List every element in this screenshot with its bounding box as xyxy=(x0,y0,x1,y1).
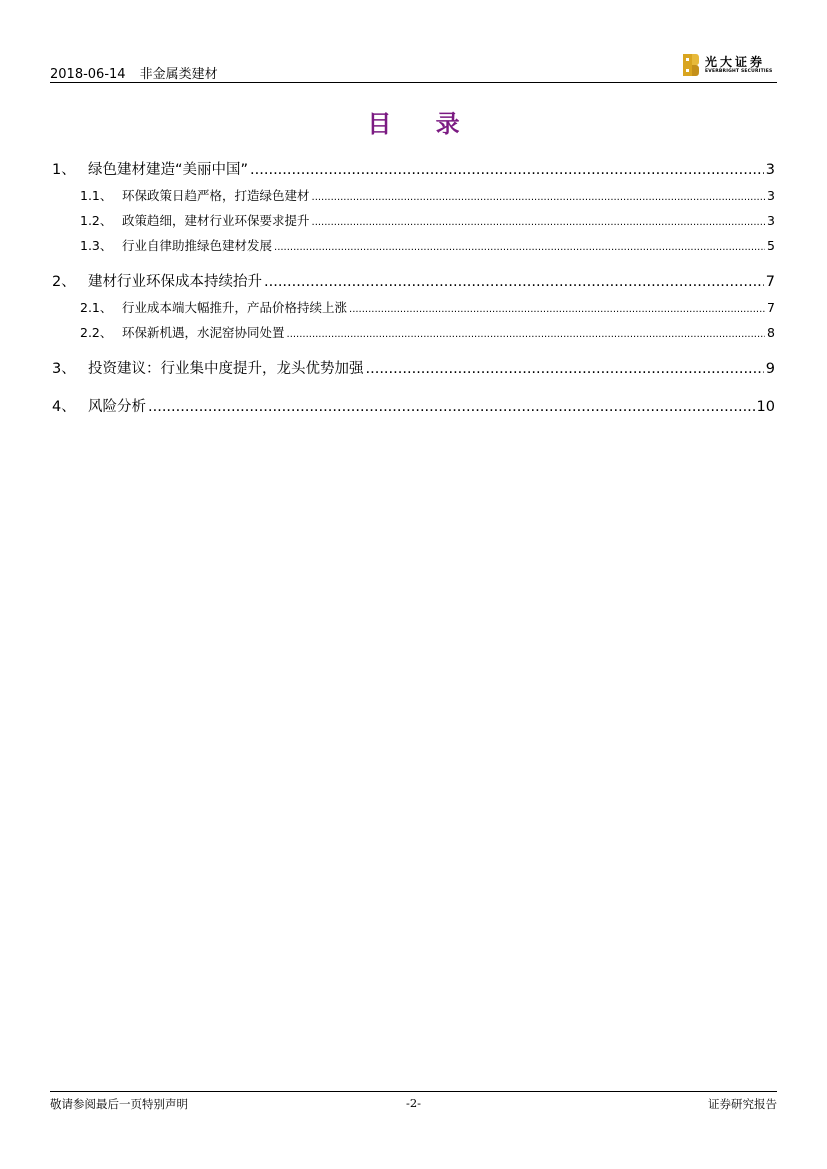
toc-entry-number: 3、 xyxy=(52,361,76,377)
toc-entry[interactable] xyxy=(52,270,775,291)
toc-dot-leader xyxy=(349,304,765,315)
toc-entry[interactable] xyxy=(52,298,775,316)
logo-english-name: EVERBRIGHT SECURITIES xyxy=(705,69,773,74)
toc-entry[interactable] xyxy=(52,236,775,254)
toc-dot-leader xyxy=(287,329,766,340)
toc-entry[interactable] xyxy=(52,323,775,341)
toc-entry-page: 7 xyxy=(765,274,775,290)
page-header xyxy=(50,50,777,82)
toc-entry-number: 1.2、 xyxy=(80,213,113,228)
toc-entry[interactable] xyxy=(52,186,775,204)
page-footer xyxy=(50,1096,777,1114)
toc-entry-label: 环保新机遇，水泥窑协同处置 xyxy=(122,325,285,340)
footer-page-number: -2- xyxy=(405,1096,422,1110)
toc-entry-number: 1、 xyxy=(52,162,76,178)
everbright-logo-icon xyxy=(683,54,699,76)
footer-report-type: 证券研究报告 xyxy=(708,1097,777,1111)
toc-entry-page: 9 xyxy=(765,361,775,377)
toc-entry-label: 投资建议：行业集中度提升，龙头优势加强 xyxy=(88,361,364,377)
toc-entry-label: 环保政策日趋严格，打造绿色建材 xyxy=(122,188,310,203)
toc-dot-leader xyxy=(312,192,766,203)
toc-entry[interactable] xyxy=(52,158,775,179)
toc-entry-number: 2.1、 xyxy=(80,300,113,315)
toc-dot-leader xyxy=(366,361,764,377)
header-date: 2018-06-14 xyxy=(50,67,126,82)
everbright-logo xyxy=(683,53,777,79)
toc-dot-leader xyxy=(250,162,764,178)
logo-chinese-name: 光大证券 xyxy=(705,55,766,69)
toc-entry-label: 行业成本端大幅推升，产品价格持续上涨 xyxy=(122,300,348,315)
header-sector: 非金属类建材 xyxy=(139,67,218,82)
toc-entry-page: 3 xyxy=(765,162,775,178)
toc-entry-label: 行业自律助推绿色建材发展 xyxy=(122,238,273,253)
toc-entry-label: 绿色建材建造“美丽中国” xyxy=(88,162,249,178)
toc-entry-label: 建材行业环保成本持续抬升 xyxy=(88,274,262,290)
toc-entry-page: 7 xyxy=(767,300,775,315)
toc-entry-number: 4、 xyxy=(52,399,76,415)
toc-entry[interactable] xyxy=(52,395,775,416)
toc-entry-label: 风险分析 xyxy=(88,399,146,415)
toc-entry-page: 10 xyxy=(756,399,775,415)
toc-entry-page: 3 xyxy=(767,213,775,228)
footer-disclaimer-note: 敬请参阅最后一页特别声明 xyxy=(50,1097,188,1111)
toc-title: 目 录 xyxy=(367,110,478,138)
toc-dot-leader xyxy=(312,217,766,228)
toc-entry[interactable] xyxy=(52,357,775,378)
header-divider xyxy=(50,82,777,83)
toc-dot-leader xyxy=(148,399,755,415)
header-text xyxy=(50,63,218,82)
toc-entry-number: 1.1、 xyxy=(80,188,113,203)
toc-dot-leader xyxy=(264,274,764,290)
toc-entry[interactable] xyxy=(52,211,775,229)
toc-entry-page: 5 xyxy=(767,238,775,253)
footer-divider xyxy=(50,1091,777,1092)
toc-entry-number: 1.3、 xyxy=(80,238,113,253)
toc-entry-number: 2、 xyxy=(52,274,76,290)
toc-entry-page: 8 xyxy=(767,325,775,340)
toc-entry-label: 政策趋细，建材行业环保要求提升 xyxy=(122,213,310,228)
toc-entry-number: 2.2、 xyxy=(80,325,113,340)
toc-entry-page: 3 xyxy=(767,188,775,203)
toc-dot-leader xyxy=(274,242,765,253)
